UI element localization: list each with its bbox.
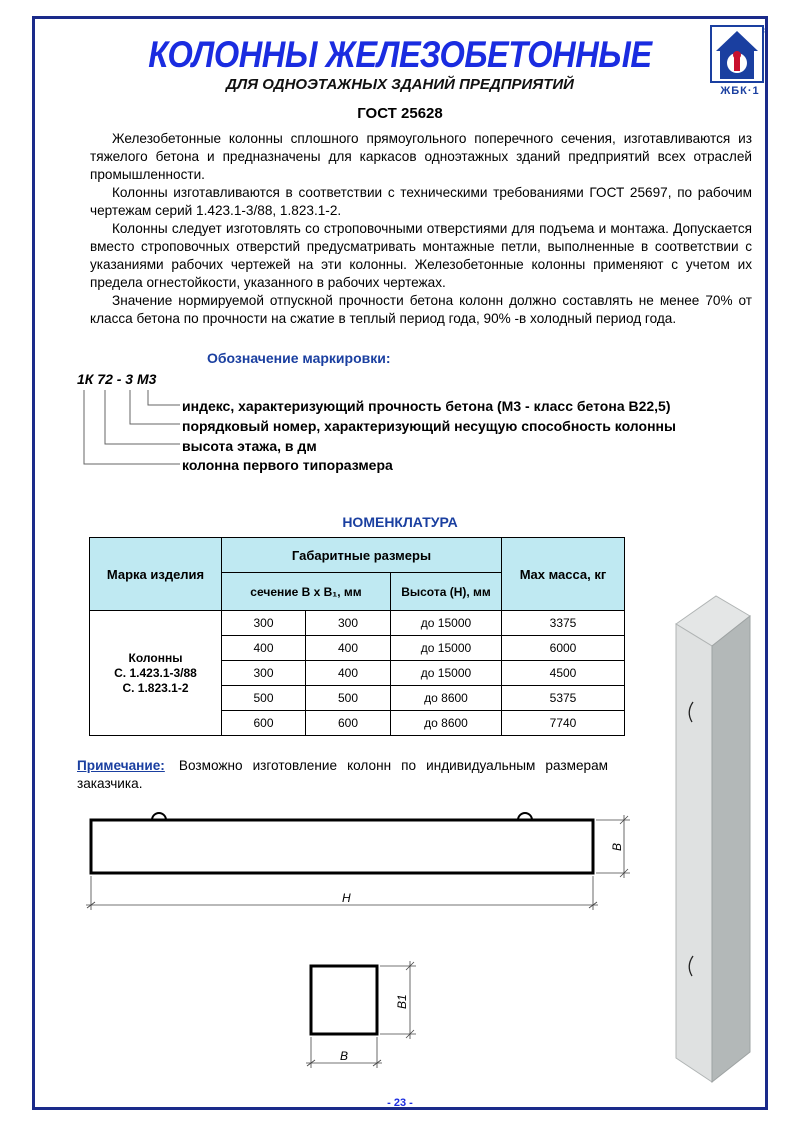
table-cell: 400	[306, 636, 391, 661]
nomenclature-table	[89, 537, 625, 736]
paragraph: Значение нормируемой отпускной прочности бетона колонн должно составлять не менее 70% от класса бетона по прочности на сжатие в теплый период года, 90% -в холодный период года.	[90, 293, 752, 326]
dimension-label-h: Н	[342, 891, 351, 905]
marking-line: колонна первого типоразмера	[182, 457, 393, 473]
table-cell: до 15000	[391, 636, 502, 661]
table-cell: до 15000	[391, 661, 502, 686]
table-cell: 300	[306, 611, 391, 636]
table-cell: 500	[306, 686, 391, 711]
svg-text:©: ©	[762, 29, 766, 35]
table-header-height: Высота (Н), мм	[391, 573, 502, 611]
table-header-section: сечение В х В₁, мм	[222, 573, 391, 611]
table-cell: до 8600	[391, 686, 502, 711]
table-header-mark: Марка изделия	[90, 538, 222, 611]
dimension-label-b1: В1	[395, 994, 409, 1009]
standard-label: ГОСТ 25628	[357, 105, 443, 122]
table-cell: 300	[222, 611, 306, 636]
table-cell: 300	[222, 661, 306, 686]
marking-line: индекс, характеризующий прочность бетона (М3 - класс бетона В22,5)	[182, 398, 671, 414]
note-label: Примечание:	[77, 758, 165, 773]
table-cell: до 15000	[391, 611, 502, 636]
table-cell: до 8600	[391, 711, 502, 736]
table-cell: 600	[306, 711, 391, 736]
mark-line: Колонны	[128, 650, 183, 665]
table-row	[90, 611, 625, 636]
note	[77, 757, 608, 793]
table-cell: 6000	[502, 636, 625, 661]
table-header-dims: Габаритные размеры	[222, 538, 502, 573]
description-text	[90, 130, 752, 328]
table-cell: 500	[222, 686, 306, 711]
page-title: КОЛОННЫ ЖЕЛЕЗОБЕТОННЫЕ	[148, 34, 652, 75]
table-header-mass: Max масса, кг	[502, 538, 625, 611]
table-mark-cell	[90, 611, 222, 736]
dimension-label-b: В	[610, 842, 624, 851]
paragraph: Колонны следует изготовлять со строповочными отверстиями для подъема и монтажа. Допускается вместо строповочных отверстий предусматривать монтажные петли, выполненные в соответствии с указаниями рабочих чертежей на эти колонны. Железобетонные колонны применяют с учетом их предела огнестойкости, указанного в рабочих чертежах.	[90, 221, 752, 290]
paragraph: Колонны изготавливаются в соответствии с техническими требованиями ГОСТ 25697, по рабочим чертежам серий 1.423.1-3/88, 1.823.1-2.	[90, 185, 752, 218]
page-subtitle: ДЛЯ ОДНОЭТАЖНЫХ ЗДАНИЙ ПРЕДПРИЯТИЙ	[226, 76, 574, 93]
dimension-label-b-bottom: В	[340, 1049, 349, 1063]
page-number: - 23 -	[387, 1097, 413, 1109]
logo-text: ЖБК·1	[720, 85, 760, 97]
nomenclature-heading: НОМЕНКЛАТУРА	[342, 514, 458, 530]
table-cell: 5375	[502, 686, 625, 711]
mark-line: С. 1.423.1-3/88	[114, 665, 197, 680]
note-text: Возможно изготовление колонн по индивидуальным размерам заказчика.	[77, 758, 608, 791]
paragraph: Железобетонные колонны сплошного прямоугольного поперечного сечения, изготавливаются из тяжелого бетона и предназначены для каркасов одноэтажных зданий предприятий всех отраслей промышленности.	[90, 131, 752, 182]
table-cell: 7740	[502, 711, 625, 736]
marking-line: высота этажа, в дм	[182, 438, 317, 454]
mark-line: С. 1.823.1-2	[122, 680, 189, 695]
table-cell: 3375	[502, 611, 625, 636]
table-cell: 400	[222, 636, 306, 661]
table-cell: 600	[222, 711, 306, 736]
marking-heading: Обозначение маркировки:	[207, 350, 391, 366]
marking-code: 1К 72 - 3 М3	[77, 371, 157, 387]
table-cell: 400	[306, 661, 391, 686]
table-cell: 4500	[502, 661, 625, 686]
marking-line: порядковый номер, характеризующий несущую способность колонны	[182, 418, 676, 434]
